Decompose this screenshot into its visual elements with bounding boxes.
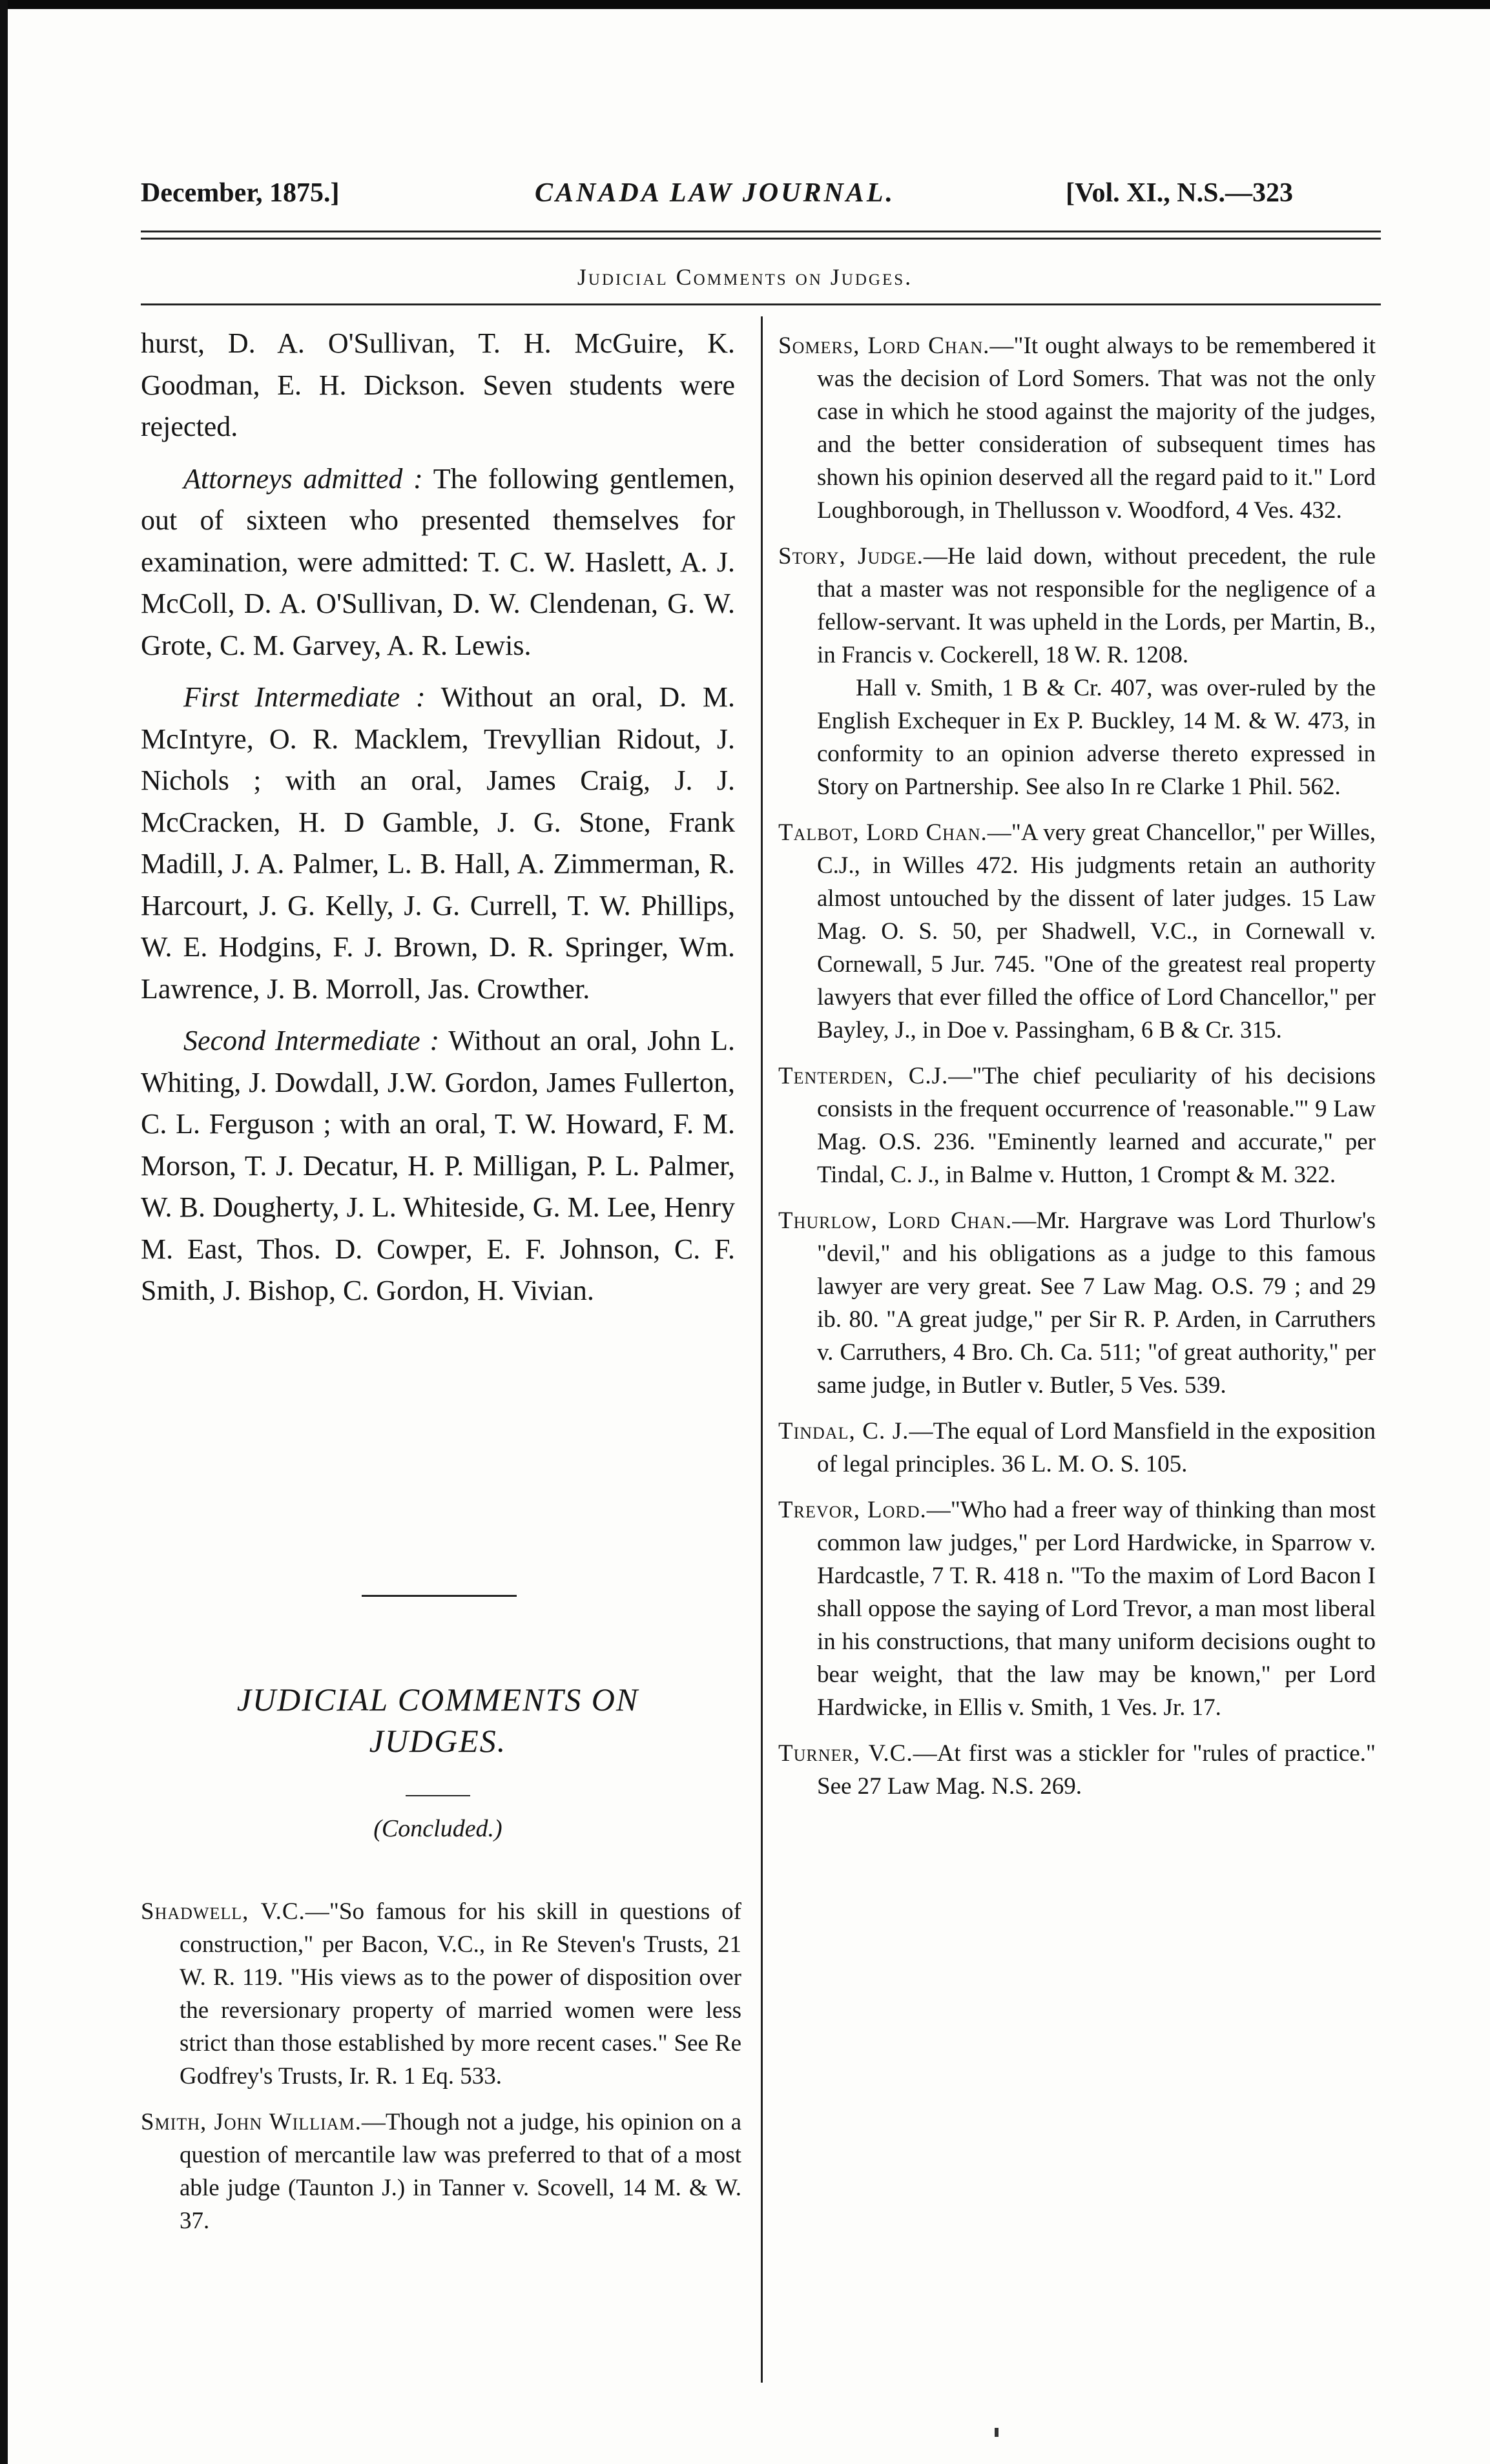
entry-story-note: Hall v. Smith, 1 B & Cr. 407, was over-ruled by the English Exchequer in Ex P. Buckley, 14 M. & W. 473, in conformity to an opinion adverse thereto expressed in Story on Partnership. See also In re Clarke 1 Phil. 562. — [817, 675, 1376, 800]
scan-edge-top — [0, 0, 1490, 9]
entry-tindal: Tindal, C. J.—The equal of Lord Mansfield in the exposition of legal principles. 36 L. M. O. S. 105. — [778, 1418, 1376, 1477]
label-second-intermediate: Second Intermediate : — [183, 1025, 440, 1056]
paragraph-attorneys-admitted: Attorneys admitted : The following gentlemen, out of sixteen who presented themselves for examination, were admitted: T. C. W. Haslett, A. J. McColl, D. A. O'Sullivan, D. W. Clendenan, G. W. Grote, C. M. Garvey, A. R. Lewis. — [141, 462, 735, 661]
header-date: December, 1875.] — [141, 178, 340, 208]
title-short-rule — [406, 1795, 470, 1796]
entry-talbot: Talbot, Lord Chan.—"A very great Chancellor," per Willes, C.J., in Willes 472. His judgments retain an authority almost untouched by the dissent of later judges. 15 Law Mag. O. S. 50, per Shadwell, V.C., in Cornewall v. Cornewall, 5 Jur. 745. "One of the greatest real property lawyers that ever filled the office of Lord Chancellor," per Bayley, J., in Doe v. Passingham, 6 B & Cr. 315. — [778, 819, 1376, 1043]
label-first-intermediate: First Intermediate : — [183, 681, 426, 713]
header-rule-bottom — [141, 238, 1381, 240]
running-title-rule — [141, 303, 1381, 305]
print-mark — [995, 2428, 999, 2437]
section-separator-rule — [362, 1595, 517, 1597]
header-journal-title: CANADA LAW JOURNAL. — [535, 178, 895, 208]
entry-smith: Smith, John William.—Though not a judge, his opinion on a question of mercantile law was preferred to that of a most able judge (Taunton J.) in Tanner v. Scovell, 14 M. & W. 37. — [141, 2109, 741, 2234]
concluded-note: (Concluded.) — [373, 1815, 502, 1842]
scan-edge-left — [0, 0, 8, 2464]
entry-somers: Somers, Lord Chan.—"It ought always to be remembered it was the decision of Lord Somers. That was not the only case in which he stood against the majority of the judges, and the better consideration of subsequent times has shown his opinion deserved all the regard paid to it." Lord Loughborough, in Thellusson v. Woodford, 4 Ves. 432. — [778, 333, 1376, 524]
entry-thurlow: Thurlow, Lord Chan.—Mr. Hargrave was Lord Thurlow's "devil," and his obligations as a judge to this famous lawyer are very great. See 7 Law Mag. O.S. 79 ; and 29 ib. 80. "A great judge," per Sir R. P. Arden, in Carruthers v. Carruthers, 4 Bro. Ch. Ca. 511; "of great authority," per same judge, in Butler v. Butler, 5 Ves. 539. — [778, 1207, 1376, 1399]
paragraph-continued: hurst, D. A. O'Sullivan, T. H. McGuire, K. Goodman, E. H. Dickson. Seven students were rejected. — [141, 327, 735, 442]
entry-story: Story, Judge.—He laid down, without precedent, the rule that a master was not responsible for the negligence of a fellow-servant. It was upheld in the Lords, per Martin, B., in Francis v. Cockerell, 18 W. R. 1208. — [778, 543, 1376, 668]
entry-tenterden: Tenterden, C.J.—"The chief peculiarity of his decisions consists in the frequent occurrence of 'reasonable.'" 9 Law Mag. O.S. 236. "Eminently learned and accurate," per Tindal, C. J., in Balme v. Hutton, 1 Crompt & M. 322. — [778, 1063, 1376, 1188]
entry-turner: Turner, V.C.—At first was a stickler for "rules of practice." See 27 Law Mag. N.S. 269. — [778, 1740, 1376, 1800]
entry-shadwell: Shadwell, V.C.—"So famous for his skill in questions of construction," per Bacon, V.C., in Re Steven's Trusts, 21 W. R. 119. "His views as to the power of disposition over the reversionary property of married women were less strict than those established by more recent cases." See Re Godfrey's Trusts, Ir. R. 1 Eq. 533. — [141, 1898, 741, 2089]
right-judge-entries — [778, 329, 1376, 1816]
paragraph-second-intermediate: Second Intermediate : Without an oral, John L. Whiting, J. Dowdall, J.W. Gordon, James Fullerton, C. L. Ferguson ; with an oral, T. W. Howard, F. M. Morson, T. J. Decatur, H. P. Milligan, P. L. Palmer, W. B. Dougherty, J. L. Whiteside, G. M. Lee, Henry M. East, Thos. D. Cowper, E. F. Johnson, C. F. Smith, J. Bishop, C. Gordon, H. Vivian. — [141, 1025, 735, 1306]
running-title: Judicial Comments on Judges. — [577, 264, 913, 290]
column-divider — [761, 316, 763, 2383]
entry-trevor: Trevor, Lord.—"Who had a freer way of thinking than most common law judges," per Lord Hardwicke, in Sparrow v. Hardcastle, 7 T. R. 418 n. "To the maxim of Lord Bacon I shall oppose the saying of Lord Trevor, a man most liberal in his constructions, that many uniform decisions ought to bear weight, that the law may be known," per Lord Hardwicke, in Ellis v. Smith, 1 Ves. Jr. 17. — [778, 1497, 1376, 1721]
paragraph-first-intermediate: First Intermediate : Without an oral, D. M. McIntyre, O. R. Macklem, Trevyllian Ridout, J. Nichols ; with an oral, James Craig, J. J. McCracken, H. D Gamble, J. G. Stone, Frank Madill, J. A. Palmer, L. B. Hall, A. Zimmerman, R. Harcourt, J. G. Kelly, J. G. Currell, T. W. Phillips, W. E. Hodgins, F. J. Brown, D. R. Springer, Wm. Lawrence, J. B. Morroll, Jas. Crowther. — [141, 681, 735, 1005]
exam-results-section — [141, 323, 735, 1322]
section-title: JUDICIAL COMMENTS ON JUDGES. — [236, 1681, 639, 1759]
header-volume-page: [Vol. XI., N.S.—323 — [1066, 178, 1293, 208]
label-attorneys-admitted: Attorneys admitted : — [183, 462, 423, 495]
left-judge-entries — [141, 1895, 741, 2250]
header-rule-top — [141, 231, 1381, 232]
